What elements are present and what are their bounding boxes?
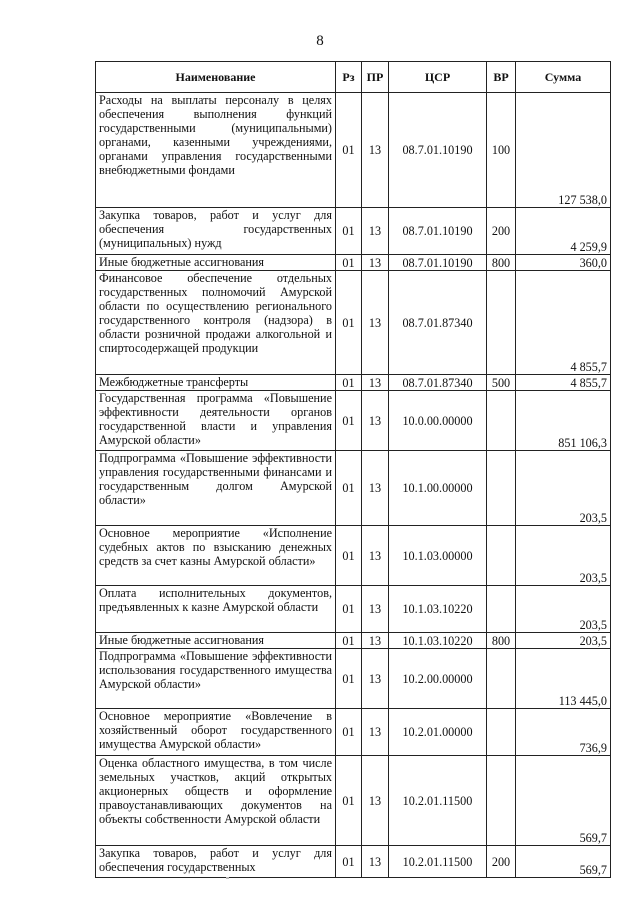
row-sum: 4 855,7 xyxy=(516,271,611,375)
row-csr: 10.2.01.11500 xyxy=(389,846,487,878)
row-name: Государственная программа «Повышение эффективности деятельности органов государственной власти и управления Амурской области» xyxy=(96,391,336,451)
row-csr: 10.1.00.00000 xyxy=(389,451,487,526)
row-rz: 01 xyxy=(336,586,362,633)
row-rz: 01 xyxy=(336,451,362,526)
row-name: Оценка областного имущества, в том числе земельных участков, акций открытых акционерных обществ и оформление правоустанавливающих документов на объекты собственности Амурской области xyxy=(96,756,336,846)
page-number: 8 xyxy=(316,33,324,49)
table-header-row xyxy=(96,62,611,93)
row-csr: 08.7.01.10190 xyxy=(389,93,487,208)
row-rz: 01 xyxy=(336,93,362,208)
row-pr: 13 xyxy=(362,633,389,649)
row-csr: 10.2.00.00000 xyxy=(389,649,487,709)
row-vr: 100 xyxy=(487,93,516,208)
row-pr: 13 xyxy=(362,586,389,633)
row-rz: 01 xyxy=(336,255,362,271)
row-rz: 01 xyxy=(336,526,362,586)
row-csr: 08.7.01.87340 xyxy=(389,271,487,375)
row-sum: 203,5 xyxy=(516,451,611,526)
row-pr: 13 xyxy=(362,255,389,271)
row-vr: 800 xyxy=(487,633,516,649)
row-vr xyxy=(487,709,516,756)
row-sum: 203,5 xyxy=(516,633,611,649)
row-pr: 13 xyxy=(362,375,389,391)
table-row xyxy=(96,846,611,878)
header-rz: Рз xyxy=(336,62,362,93)
table-row xyxy=(96,649,611,709)
row-vr: 200 xyxy=(487,208,516,255)
row-pr: 13 xyxy=(362,846,389,878)
scan-speck xyxy=(226,877,229,879)
row-csr: 10.2.01.11500 xyxy=(389,756,487,846)
table-row xyxy=(96,271,611,375)
row-vr xyxy=(487,451,516,526)
row-vr xyxy=(487,271,516,375)
row-pr: 13 xyxy=(362,391,389,451)
row-pr: 13 xyxy=(362,451,389,526)
row-name: Финансовое обеспечение отдельных государственных полномочий Амурской области по осуществлению регионального государственного контроля (надзора) в области розничной продажи алкогольной и спиртосодержащей продукции xyxy=(96,271,336,375)
row-csr: 10.1.03.10220 xyxy=(389,586,487,633)
row-csr: 08.7.01.10190 xyxy=(389,208,487,255)
table-row xyxy=(96,526,611,586)
header-pr: ПР xyxy=(362,62,389,93)
row-vr: 500 xyxy=(487,375,516,391)
row-name: Межбюджетные трансферты xyxy=(96,375,336,391)
table-row xyxy=(96,375,611,391)
table-row xyxy=(96,756,611,846)
row-sum: 203,5 xyxy=(516,586,611,633)
row-pr: 13 xyxy=(362,208,389,255)
row-rz: 01 xyxy=(336,391,362,451)
row-vr xyxy=(487,649,516,709)
table-row xyxy=(96,391,611,451)
row-csr: 08.7.01.87340 xyxy=(389,375,487,391)
row-csr: 10.2.01.00000 xyxy=(389,709,487,756)
row-sum: 736,9 xyxy=(516,709,611,756)
row-name: Подпрограмма «Повышение эффективности управления государственными финансами и государственным долгом Амурской области» xyxy=(96,451,336,526)
table-row xyxy=(96,93,611,208)
table-row xyxy=(96,709,611,756)
row-pr: 13 xyxy=(362,526,389,586)
row-csr: 10.1.03.00000 xyxy=(389,526,487,586)
row-pr: 13 xyxy=(362,93,389,208)
row-name: Оплата исполнительных документов, предъявленных к казне Амурской области xyxy=(96,586,336,633)
row-pr: 13 xyxy=(362,649,389,709)
row-name: Основное мероприятие «Исполнение судебных актов по взысканию денежных средств за счет казны Амурской области» xyxy=(96,526,336,586)
row-vr xyxy=(487,391,516,451)
table-row xyxy=(96,208,611,255)
row-sum: 113 445,0 xyxy=(516,649,611,709)
header-csr: ЦСР xyxy=(389,62,487,93)
row-rz: 01 xyxy=(336,208,362,255)
row-vr xyxy=(487,526,516,586)
row-rz: 01 xyxy=(336,271,362,375)
row-pr: 13 xyxy=(362,271,389,375)
row-name: Подпрограмма «Повышение эффективности использования государственного имущества Амурской области» xyxy=(96,649,336,709)
row-pr: 13 xyxy=(362,756,389,846)
row-name: Основное мероприятие «Вовлечение в хозяйственный оборот государственного имущества Амурской области» xyxy=(96,709,336,756)
table-row xyxy=(96,586,611,633)
header-sum: Сумма xyxy=(516,62,611,93)
row-rz: 01 xyxy=(336,633,362,649)
row-vr: 200 xyxy=(487,846,516,878)
row-pr: 13 xyxy=(362,709,389,756)
row-sum: 569,7 xyxy=(516,846,611,878)
row-vr xyxy=(487,756,516,846)
header-name: Наименование xyxy=(96,62,336,93)
row-rz: 01 xyxy=(336,375,362,391)
budget-table xyxy=(95,61,611,878)
row-sum: 4 855,7 xyxy=(516,375,611,391)
row-name: Закупка товаров, работ и услуг для обеспечения государственных xyxy=(96,846,336,878)
row-name: Расходы на выплаты персоналу в целях обеспечения выполнения функций государственными (муниципальными) органами, казенными учреждениями, органами управления государственными внебюджетными фондами xyxy=(96,93,336,208)
row-name: Иные бюджетные ассигнования xyxy=(96,633,336,649)
row-sum: 569,7 xyxy=(516,756,611,846)
row-vr: 800 xyxy=(487,255,516,271)
header-vr: ВР xyxy=(487,62,516,93)
row-sum: 851 106,3 xyxy=(516,391,611,451)
row-rz: 01 xyxy=(336,709,362,756)
row-name: Иные бюджетные ассигнования xyxy=(96,255,336,271)
table-row xyxy=(96,451,611,526)
row-sum: 127 538,0 xyxy=(516,93,611,208)
row-sum: 203,5 xyxy=(516,526,611,586)
row-sum: 360,0 xyxy=(516,255,611,271)
row-vr xyxy=(487,586,516,633)
row-sum: 4 259,9 xyxy=(516,208,611,255)
table-row xyxy=(96,255,611,271)
row-rz: 01 xyxy=(336,756,362,846)
row-rz: 01 xyxy=(336,649,362,709)
row-csr: 08.7.01.10190 xyxy=(389,255,487,271)
row-csr: 10.1.03.10220 xyxy=(389,633,487,649)
table-row xyxy=(96,633,611,649)
row-name: Закупка товаров, работ и услуг для обеспечения государственных (муниципальных) нужд xyxy=(96,208,336,255)
row-csr: 10.0.00.00000 xyxy=(389,391,487,451)
row-rz: 01 xyxy=(336,846,362,878)
